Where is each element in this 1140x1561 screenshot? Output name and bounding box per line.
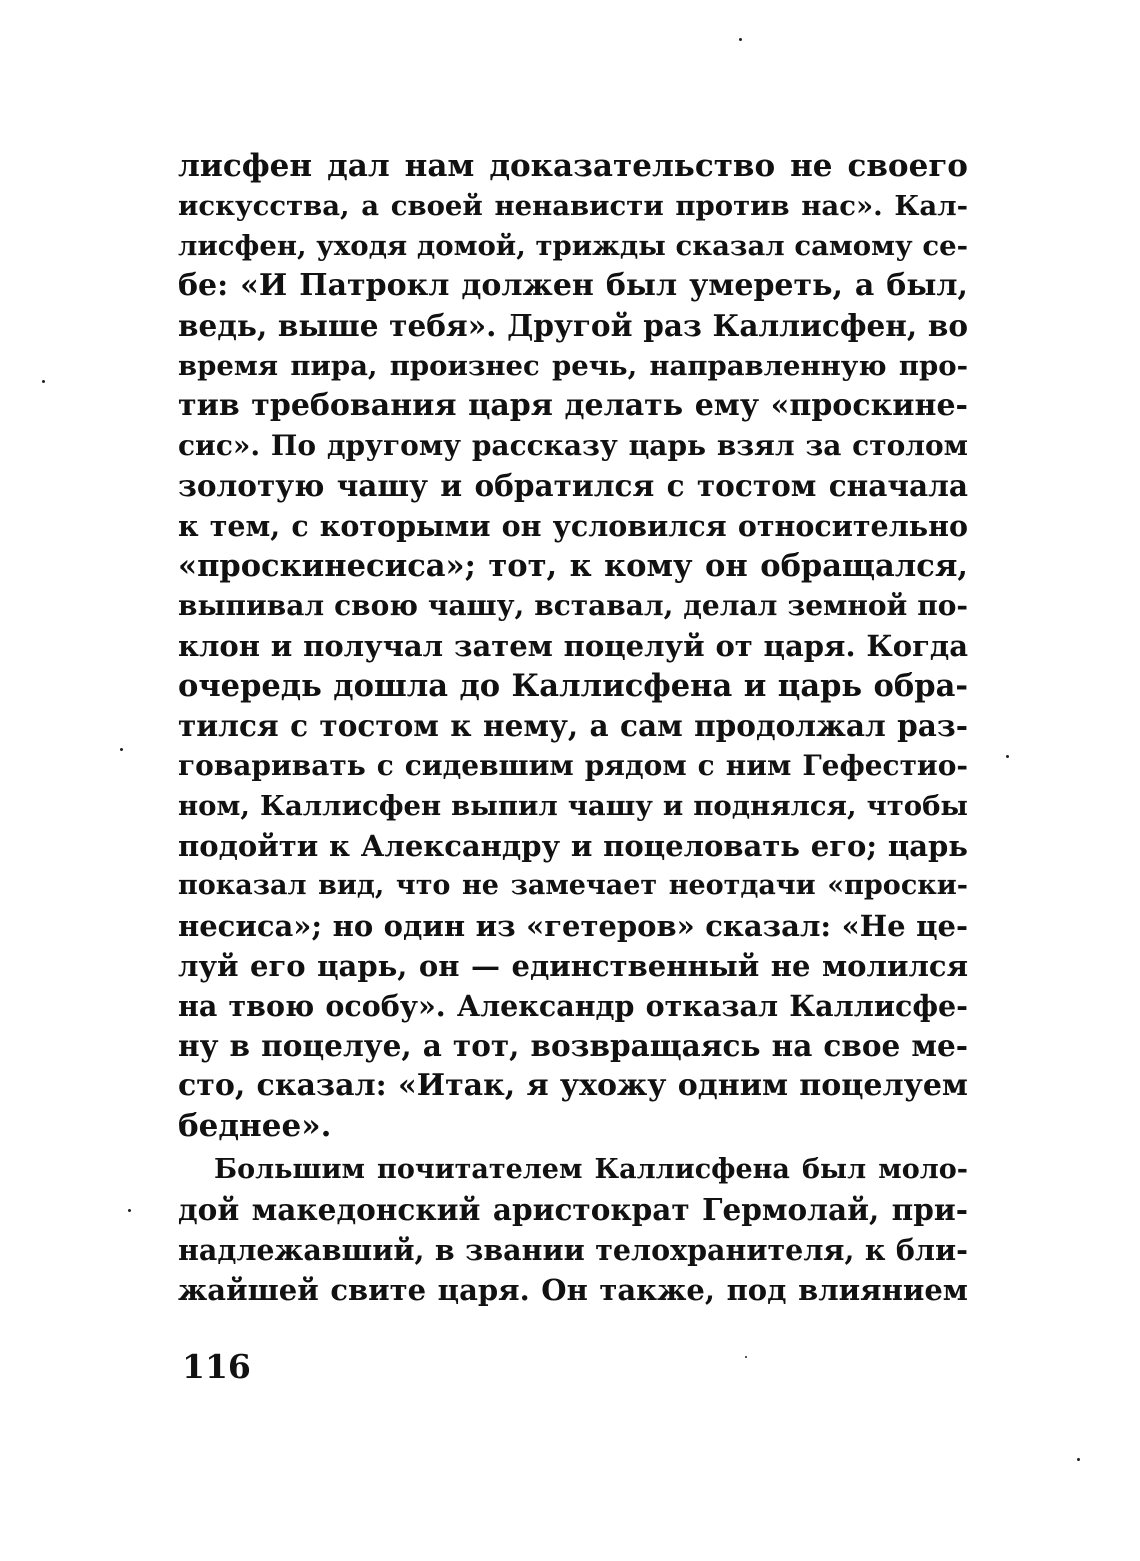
scan-speck	[42, 380, 45, 383]
scan-speck	[128, 1209, 131, 1212]
page-number: 116	[182, 1347, 251, 1386]
text-line: клон и получал затем поцелуй от царя. Когда	[178, 629, 968, 663]
text-line: дой македонский аристократ Гермолай, при-	[178, 1192, 968, 1227]
text-line: луй его царь, он — единственный не молился	[178, 949, 968, 983]
text-line: бе: «И Патрокл должен был умереть, а был,	[178, 268, 968, 303]
text-line: жайшей свите царя. Он также, под влиянием	[178, 1273, 968, 1307]
scan-speck	[1077, 1458, 1080, 1461]
text-line: лисфен дал нам доказательство не своего	[178, 148, 968, 184]
paragraph-1	[178, 146, 968, 1146]
text-line: несиса»; но один из «гетеров» сказал: «Не це-	[178, 909, 968, 943]
text-line: ведь, выше тебя». Другой раз Каллисфен, во	[178, 308, 968, 343]
text-line: подойти к Александру и поцеловать его; царь	[178, 829, 968, 863]
text-line: золотую чашу и обратился с тостом сначала	[178, 468, 968, 503]
text-line: ном, Каллисфен выпил чашу и поднялся, чтобы	[178, 790, 968, 822]
text-line: тив требования царя делать ему «проскине-	[178, 388, 968, 423]
text-line: лисфен, уходя домой, трижды сказал самому се-	[178, 230, 968, 262]
body-text	[178, 146, 968, 1310]
text-line: на твою особу». Александр отказал Каллисфе-	[178, 989, 968, 1023]
text-line: надлежавший, в звании телохранителя, к бли-	[178, 1233, 968, 1267]
text-line: беднее».	[178, 1108, 332, 1144]
scan-speck	[120, 748, 123, 751]
text-line: сто, сказал: «Итак, я ухожу одним поцелуем	[178, 1068, 968, 1103]
text-line: тился с тостом к нему, а сам продолжал раз-	[178, 708, 968, 743]
text-line: ну в поцелуе, а тот, возвращаясь на свое ме-	[178, 1028, 968, 1063]
text-line: очередь дошла до Каллисфена и царь обра-	[178, 668, 968, 704]
text-line: время пира, произнес речь, направленную про-	[178, 350, 968, 382]
paragraph-2	[178, 1150, 968, 1310]
text-line: к тем, с которыми он условился относительно	[178, 509, 968, 543]
text-line: говаривать с сидевшим рядом с ним Гефестио-	[178, 749, 968, 782]
text-line: показал вид, что не замечает неотдачи «проски-	[178, 870, 968, 901]
scan-speck	[739, 38, 742, 41]
scan-speck	[745, 1356, 747, 1358]
text-line: выпивал свою чашу, вставал, делал земной по-	[178, 589, 968, 622]
scan-speck	[1006, 755, 1009, 758]
text-line: сис». По другому рассказу царь взял за столом	[178, 429, 968, 462]
text-line: Большим почитателем Каллисфена был моло-	[214, 1154, 968, 1185]
text-line: искусства, а своей ненависти против нас». Кал-	[178, 190, 968, 222]
text-line: «проскинесиса»; тот, к кому он обращался,	[178, 548, 968, 584]
